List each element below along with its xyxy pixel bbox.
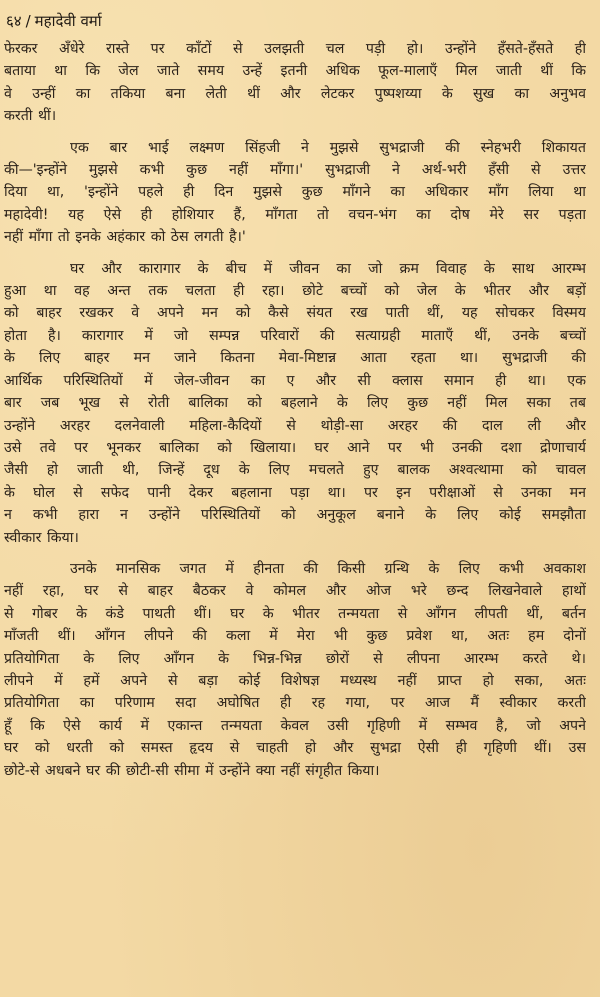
- text-line: महादेवी! यह ऐसे ही होशियार हैं, माँगता तो वचन-भंग का दोष मेरे सर पड़ता: [4, 206, 586, 223]
- text-line: दिया था, 'इन्होंने पहले ही दिन मुझसे कुछ माँगने का अधिकार माँग लिया था: [4, 184, 586, 201]
- running-header: [6, 10, 586, 38]
- text-line: बार जब भूख से रोती बालिका को बहलाने के लिए कुछ नहीं मिल सका तब: [4, 395, 586, 412]
- text-line: एक बार भाई लक्ष्मण सिंहजी ने मुझसे सुभद्राजी की स्नेहभरी शिकायत: [70, 139, 586, 156]
- text-line: प्रतियोगिता के लिए आँगन के भिन्न-भिन्न छोरों से लीपना आरम्भ करते थे।: [4, 650, 586, 667]
- page-number: ६४: [6, 12, 22, 30]
- text-line: नहीं माँगा तो इनके अहंकार को ठेस लगती है।': [4, 229, 246, 246]
- text-line: के घोल से सफेद पानी देकर बहलाना पड़ा था। पर इन परीक्षाओं से उनका मन: [4, 484, 586, 501]
- text-line: करती थीं।: [4, 108, 57, 125]
- text-line: घर और कारागार के बीच में जीवन का जो क्रम विवाह के साथ आरम्भ: [70, 260, 586, 277]
- text-line: जैसी हो जाती थी, जिन्हें दूध के लिए मचलते हुए बालक अश्वत्थामा को चावल: [4, 462, 586, 479]
- text-line: बताया था कि जेल जाते समय उन्हें इतनी अधिक फूल-मालाएँ मिल जाती थीं कि: [4, 63, 586, 80]
- text-line: के लिए बाहर मन जाने कितना मेवा-मिष्टान्न आता रहता था। सुभद्राजी की: [4, 350, 586, 367]
- text-line: प्रतियोगिता का परिणाम सदा अघोषित ही रह गया, पर आज मैं स्वीकार करती: [4, 695, 586, 712]
- text-line: स्वीकार किया।: [4, 529, 79, 546]
- text-line: वे उन्हीं का तकिया बना लेती थीं और लेटकर पुष्पशय्या के सुख का अनुभव: [4, 85, 586, 102]
- text-line: उन्होंने अरहर दलनेवाली महिला-कैदियों से थोड़ी-सा अरहर की दाल ली और: [4, 417, 586, 434]
- text-line: को बाहर रखकर वे अपने मन को कैसे संयत रख पाती थीं, यह सोचकर विस्मय: [4, 305, 586, 322]
- text-line: लीपने में हमें अपने से बड़ा कोई विशेषज्ञ मध्यस्थ नहीं प्राप्त हो सका, अतः: [4, 672, 586, 689]
- text-line: न कभी हारा न उन्होंने परिस्थितियों को अनुकूल बनाने के लिए कोई समझौता: [4, 507, 586, 524]
- paragraph-2: [4, 137, 586, 249]
- paragraph-1: [4, 38, 586, 128]
- text-line: से गोबर के कंडे पाथती थीं। घर के भीतर तन्मयता से आँगन लीपती थीं, बर्तन: [4, 605, 586, 622]
- paragraph-4: [4, 558, 586, 782]
- text-line: फेरकर अँधेरे रास्ते पर काँटों से उलझती चल पड़ी हो। उन्होंने हँसते-हँसते ही: [4, 41, 586, 57]
- header-separator: /: [25, 12, 31, 30]
- text-line: घर को धरती को समस्त हृदय से चाहती हो और सुभद्रा ऐसी ही गृहिणी थीं। उस: [4, 740, 586, 757]
- text-line: आर्थिक परिस्थितियों में जेल-जीवन का ए और सी क्लास समान ही था। एक: [4, 372, 586, 389]
- text-line: माँजती थीं। आँगन लीपने की कला में मेरा भी कुछ प्रवेश था, अतः हम दोनों: [4, 628, 586, 645]
- text-line: हूँ कि ऐसे कार्य में एकान्त तन्मयता केवल उसी गृहिणी में सम्भव है, जो अपने: [4, 717, 586, 734]
- text-line: नहीं रहा, घर से बाहर बैठकर वे कोमल और ओज भरे छन्द लिखनेवाले हाथों: [4, 583, 586, 600]
- text-line: उसे तवे पर भूनकर बालिका को खिलाया। घर आने पर भी उनकी दशा द्रोणाचार्य: [4, 439, 586, 456]
- text-line: छोटे-से अधबने घर की छोटी-सी सीमा में उन्होंने क्या नहीं संगृहीत किया।: [4, 762, 380, 779]
- text-line: हुआ था वह अन्त तक चलता ही रहा। छोटे बच्चों को जेल के भीतर और बड़ों: [4, 283, 586, 300]
- text-line: की—'इन्होंने मुझसे कभी कुछ नहीं माँगा।' सुभद्राजी ने अर्थ-भरी हँसी से उत्तर: [4, 162, 586, 179]
- text-line: होता है। कारागार में जो सम्पन्न परिवारों की सत्याग्रही माताएँ थीं, उनके बच्चों: [4, 327, 586, 344]
- text-line: उनके मानसिक जगत में हीनता की किसी ग्रन्थि के लिए कभी अवकाश: [70, 560, 586, 577]
- running-title: महादेवी वर्मा: [34, 12, 102, 30]
- paragraph-3: [4, 258, 586, 549]
